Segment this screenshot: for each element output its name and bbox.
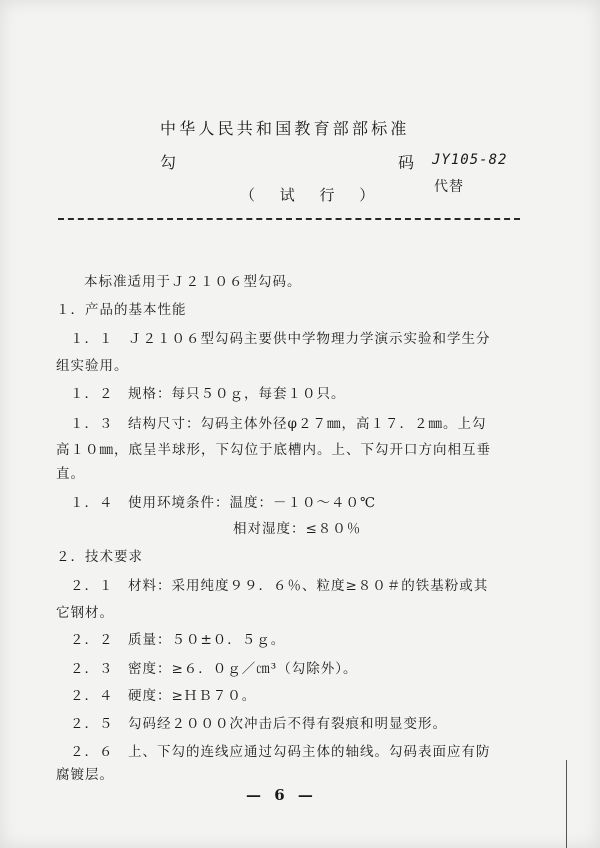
clause-2-1-continued: 它钢材。: [56, 605, 114, 621]
clause-2-6-continued: 腐镀层。: [56, 767, 114, 783]
scope-statement: 本标准适用于Ｊ２１０６型勾码。: [84, 274, 302, 290]
clause-1-1: １．１ Ｊ２１０６型勾码主要供中学物理力学演示实验和学生分: [70, 331, 491, 347]
clause-2-2: ２．２ 质量：５０±０．５ｇ。: [70, 632, 286, 648]
clause-1-4: １．４ 使用环境条件：温度：－１０～４０℃: [70, 495, 377, 511]
clause-1-3-end: 直。: [56, 466, 85, 482]
section-2-heading: ２．技术要求: [56, 549, 143, 565]
section-1-heading: １．产品的基本性能: [56, 302, 187, 318]
clause-2-5: ２．５ 勾码经２０００次冲击后不得有裂痕和明显变形。: [70, 716, 447, 732]
clause-1-1-continued: 组实验用。: [56, 358, 129, 374]
product-name-first-char: 勾: [160, 153, 178, 172]
clause-2-4: ２．４ 硬度：≥ＨＢ７０。: [70, 688, 257, 704]
header-divider: [58, 218, 520, 220]
product-name-second-char: 码: [398, 153, 416, 172]
clause-2-6: ２．６ 上、下勾的连线应通过勾码主体的轴线。勾码表面应有防: [70, 744, 491, 760]
clause-1-2: １．２ 规格：每只５０ｇ，每套１０只。: [70, 386, 346, 402]
page-number: — 6 —: [246, 786, 317, 804]
trial-status: （ 试 行 ）: [240, 186, 385, 204]
clause-1-3-continued: 高１０㎜，底呈半球形，下勾位于底槽内。上、下勾开口方向相互垂: [56, 442, 491, 458]
replaces-label: 代替: [434, 179, 464, 195]
clause-1-3: １．３ 结构尺寸：勾码主体外径φ２７㎜，高１７．２㎜。上勾: [70, 416, 487, 432]
clause-1-4-humidity: 相对湿度：≤８０％: [233, 521, 362, 537]
clause-2-1: ２．１ 材料：采用纯度９９．６％、粒度≥８０＃的铁基粉或其: [70, 578, 489, 594]
standard-code: JY105-82: [432, 152, 508, 168]
scan-edge-line: [566, 760, 567, 848]
clause-2-3: ２．３ 密度：≥６．０ｇ／㎝³（勾除外）。: [70, 661, 358, 677]
issuing-organization: 中华人民共和国教育部部标准: [160, 119, 410, 138]
